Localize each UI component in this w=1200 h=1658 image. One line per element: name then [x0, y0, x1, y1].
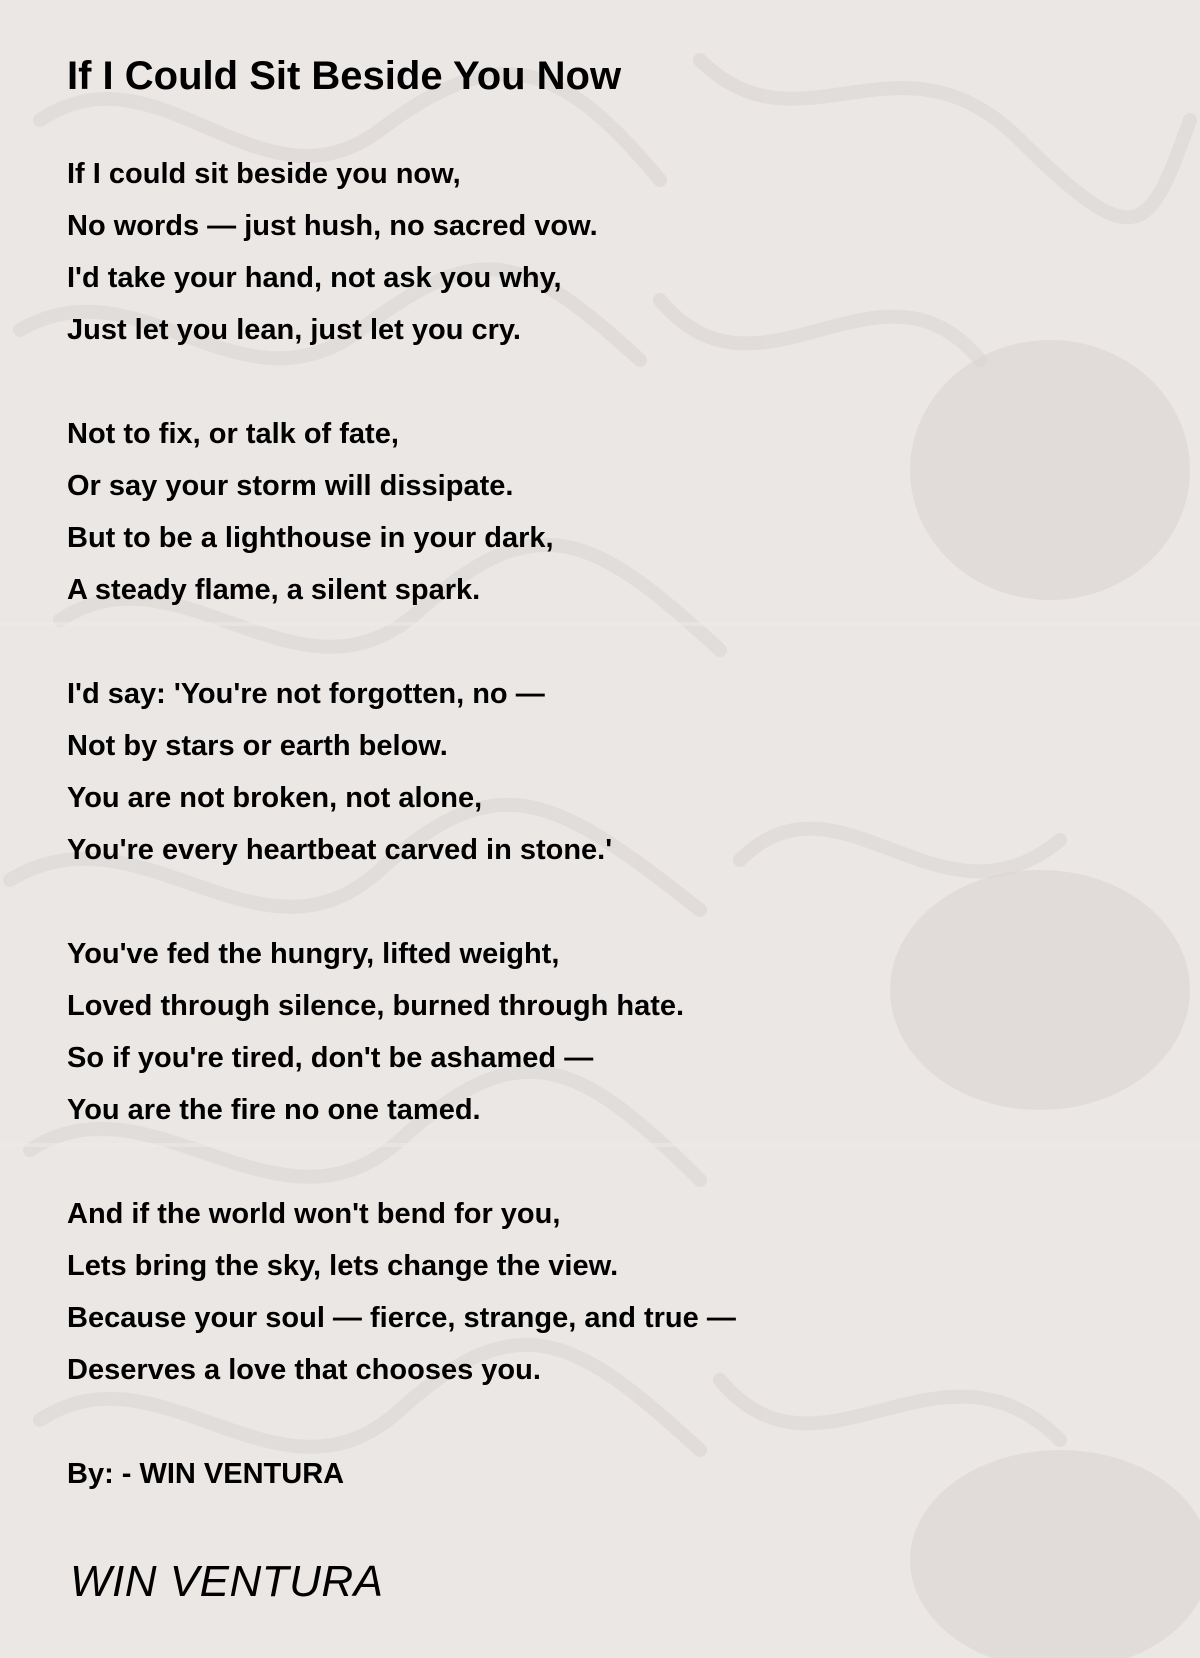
- poem-byline: By: - WIN VENTURA: [67, 1458, 345, 1490]
- poem-title: If I Could Sit Beside You Now: [67, 54, 622, 98]
- stanza-1: [67, 148, 1127, 356]
- poem-line: So if you're tired, don't be ashamed —: [67, 1042, 594, 1074]
- poem-line: Loved through silence, burned through hate.: [67, 990, 685, 1022]
- poem-line: Deserves a love that chooses you.: [67, 1354, 541, 1386]
- poem-line: You are the fire no one tamed.: [67, 1094, 481, 1126]
- poem-line: Not to fix, or talk of fate,: [67, 418, 399, 450]
- poem-line: You are not broken, not alone,: [67, 782, 483, 814]
- poem-line: Lets bring the sky, lets change the view.: [67, 1250, 619, 1282]
- poem-line: I'd say: 'You're not forgotten, no —: [67, 678, 545, 710]
- poem-line: But to be a lighthouse in your dark,: [67, 522, 554, 554]
- poem-line: I'd take your hand, not ask you why,: [67, 262, 562, 294]
- stanza-4: [67, 928, 1127, 1136]
- author-name: WIN VENTURA: [70, 1557, 384, 1606]
- poem-line: You're every heartbeat carved in stone.': [67, 834, 613, 866]
- poem-line: A steady flame, a silent spark.: [67, 574, 481, 606]
- stanza-5: [67, 1188, 1127, 1396]
- poem-line: If I could sit beside you now,: [67, 158, 461, 190]
- poem-line: Because your soul — fierce, strange, and true —: [67, 1302, 736, 1334]
- poem-line: You've fed the hungry, lifted weight,: [67, 938, 560, 970]
- poem-body: [67, 148, 1127, 1500]
- poem-line: Just let you lean, just let you cry.: [67, 314, 521, 346]
- poem-line: And if the world won't bend for you,: [67, 1198, 561, 1230]
- poem-line: No words — just hush, no sacred vow.: [67, 210, 598, 242]
- poem-line: Not by stars or earth below.: [67, 730, 448, 762]
- stanza-2: [67, 408, 1127, 616]
- poem-line: Or say your storm will dissipate.: [67, 470, 514, 502]
- stanza-3: [67, 668, 1127, 876]
